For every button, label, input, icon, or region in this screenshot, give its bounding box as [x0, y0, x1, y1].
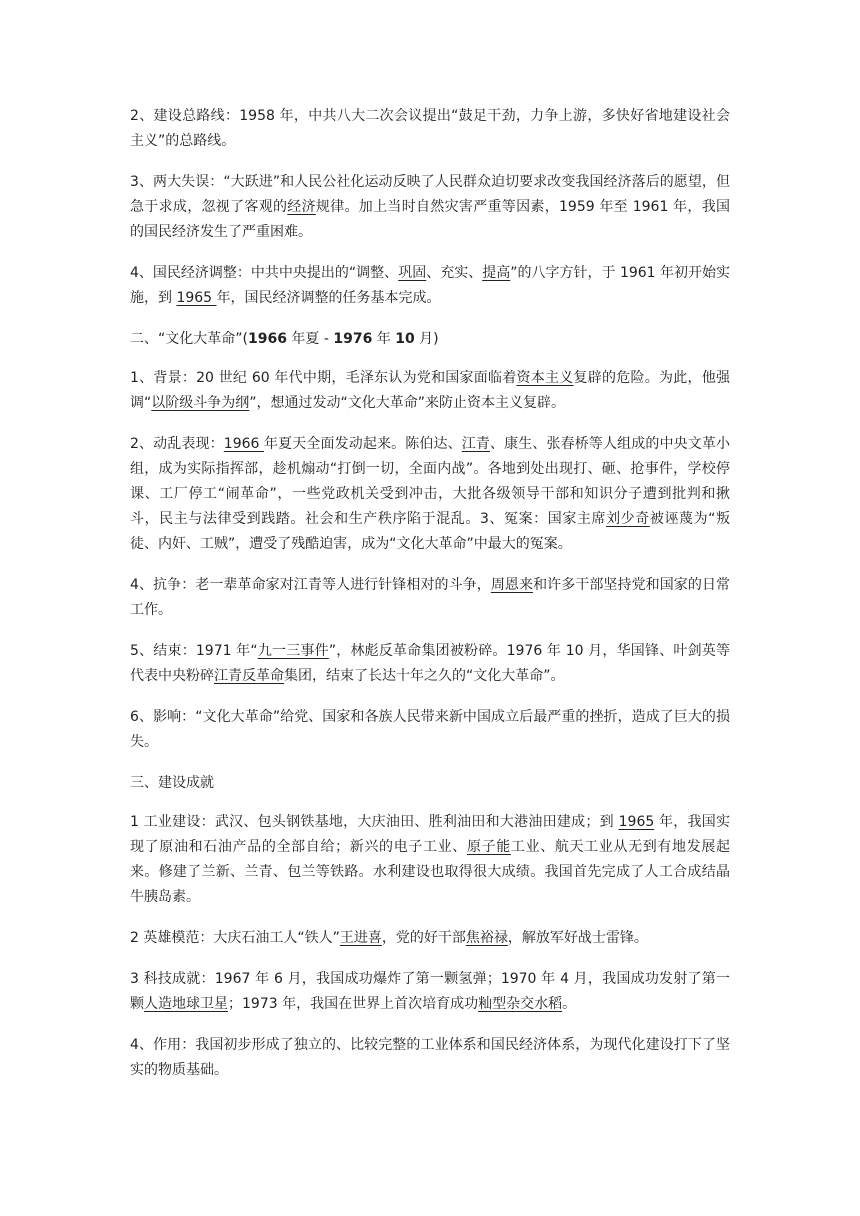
- text-segment: 月): [414, 331, 439, 347]
- text-segment: 年，我国实现了原油和石油产品的全部自给；新兴的电子工业、: [130, 814, 730, 855]
- underlined-term: 江青: [461, 436, 490, 452]
- paragraph: [130, 810, 730, 910]
- paragraph: [130, 639, 730, 689]
- paragraph: [130, 261, 730, 311]
- underlined-term: 巩固: [398, 265, 427, 281]
- text-segment: 年夏天全面发动起来。陈伯达、: [264, 436, 462, 452]
- underlined-term: 周恩来: [490, 577, 534, 593]
- text-segment: 2、动乱表现：: [130, 436, 224, 452]
- text-segment: 三、建设成就: [130, 775, 214, 791]
- paragraph: [130, 170, 730, 245]
- paragraph: [130, 104, 730, 154]
- text-segment: 。: [562, 996, 577, 1012]
- paragraph: [130, 926, 730, 951]
- underlined-term: 王进喜: [339, 930, 382, 946]
- section-heading: [130, 771, 730, 796]
- text-segment: 二、“文化大革命”(: [130, 331, 248, 347]
- underlined-term: 原子能: [466, 839, 511, 855]
- bold-text: 10: [395, 331, 415, 347]
- text-segment: ”的八字方针，于 1961 年初开始实施，到: [130, 265, 731, 306]
- underlined-term: 九一三事件: [257, 643, 329, 659]
- text-segment: ，解放军好战士雷锋。: [507, 930, 648, 946]
- underlined-term: 1965: [176, 290, 217, 306]
- paragraph: [130, 967, 730, 1017]
- text-segment: 和许多干部坚持党和国家的日常工作。: [130, 577, 731, 618]
- text-segment: 、充实、: [426, 265, 483, 281]
- underlined-term: 1965: [618, 814, 655, 830]
- paragraph: [130, 432, 730, 557]
- underlined-term: 焦裕禄: [465, 930, 508, 946]
- bold-text: 1966: [247, 331, 287, 347]
- text-segment: 年，国民经济调整的任务基本完成。: [216, 290, 441, 306]
- text-segment: 被诬蔑为“叛徒、内奸、工贼”，遭受了残酷迫害，成为“文化大革命”中最大的冤案。: [130, 511, 731, 552]
- text-segment: ”，想通过发动“文化大革命”来防止资本主义复辟。: [249, 395, 566, 411]
- bold-text: 1976: [333, 331, 373, 347]
- text-segment: 规律。加上当时自然灾害严重等因素，1959 年至 1961 年，我国的国民经济发生了严重困难。: [130, 199, 731, 240]
- document-body: [130, 104, 730, 1099]
- text-segment: 1、背景：20 世纪 60 年代中期，毛泽东认为党和国家面临着: [130, 370, 517, 386]
- text-segment: 集团，结束了长达十年之久的“文化大革命”。: [284, 668, 565, 684]
- text-segment: ；1973 年，我国在世界上首次培育成功: [228, 996, 479, 1012]
- underlined-term: 1966: [223, 436, 264, 452]
- underlined-term: 江青反革命: [214, 668, 284, 684]
- text-segment: 年夏 -: [286, 331, 334, 347]
- text-segment: 2、建设总路线：1958 年，中共八大二次会议提出“鼓足干劲，力争上游，多快好省地建设社会主义”的总路线。: [130, 108, 730, 149]
- underlined-term: 以阶级斗争为纲: [151, 395, 250, 411]
- text-segment: 工业、航天工业从无到有地发展起来。修建了兰新、兰青、包兰等铁路。水利建设也取得很大成绩。我国首先完成了人工合成结晶牛胰岛素。: [130, 839, 731, 905]
- text-segment: 3 科技成就：1967 年 6 月，我国成功爆炸了第一颗氢弹；1970 年 4 月，我国成功发射了第一颗: [130, 971, 730, 1012]
- text-segment: 4、抗争：老一辈革命家对江青等人进行针锋相对的斗争，: [130, 577, 491, 593]
- section-heading: [130, 327, 730, 352]
- underlined-term: 人造地球卫星: [144, 996, 228, 1012]
- paragraph: [130, 366, 730, 416]
- text-segment: ”，林彪反革命集团被粉碎。1976 年 10 月，华国锋、叶剑英等代表中央粉碎: [130, 643, 730, 684]
- underlined-term: 刘少奇: [606, 511, 650, 527]
- underlined-term: 经济: [287, 199, 316, 215]
- text-segment: 5、结束：1971 年“: [130, 643, 258, 659]
- text-segment: 6、影响：“文化大革命”给党、国家和各族人民带来新中国成立后最严重的挫折，造成了巨大的损失。: [130, 709, 730, 750]
- paragraph: [130, 573, 730, 623]
- text-segment: 4、作用：我国初步形成了独立的、比较完整的工业体系和国民经济体系，为现代化建设打下了坚实的物质基础。: [130, 1037, 730, 1078]
- text-segment: 复辟的危险。为此，他强调“: [130, 370, 731, 411]
- text-segment: 、康生、张春桥等人组成的中央文革小组，成为实际指挥部，趁机煽动“打倒一切，全面内战”。各地到处出现打、砸、抢事件，学校停课、工厂停工“闹革命”，一些党政机关受到冲击，大批各级领导干部和知识分子遭到批判和揪斗，民主与法律受到践踏。社会和生产秩序陷于混乱。3、冤案：国家主席: [130, 436, 730, 527]
- underlined-term: 资本主义: [516, 370, 574, 386]
- text-segment: 2 英雄模范：大庆石油工人“铁人”: [130, 930, 340, 946]
- text-segment: 3、两大失误：“大跃进”和人民公社化运动反映了人民群众迫切要求改变我国经济落后的愿望，但急于求成，忽视了客观的: [130, 174, 730, 215]
- text-segment: 年: [372, 331, 396, 347]
- text-segment: ，党的好干部: [381, 930, 466, 946]
- underlined-term: 籼型杂交水稻: [478, 996, 563, 1012]
- text-segment: 4、国民经济调整：中共中央提出的“调整、: [130, 265, 399, 281]
- underlined-term: 提高: [482, 265, 511, 281]
- paragraph: [130, 705, 730, 755]
- paragraph: [130, 1033, 730, 1083]
- text-segment: 1 工业建设：武汉、包头钢铁基地，大庆油田、胜利油田和大港油田建成；到: [130, 814, 619, 830]
